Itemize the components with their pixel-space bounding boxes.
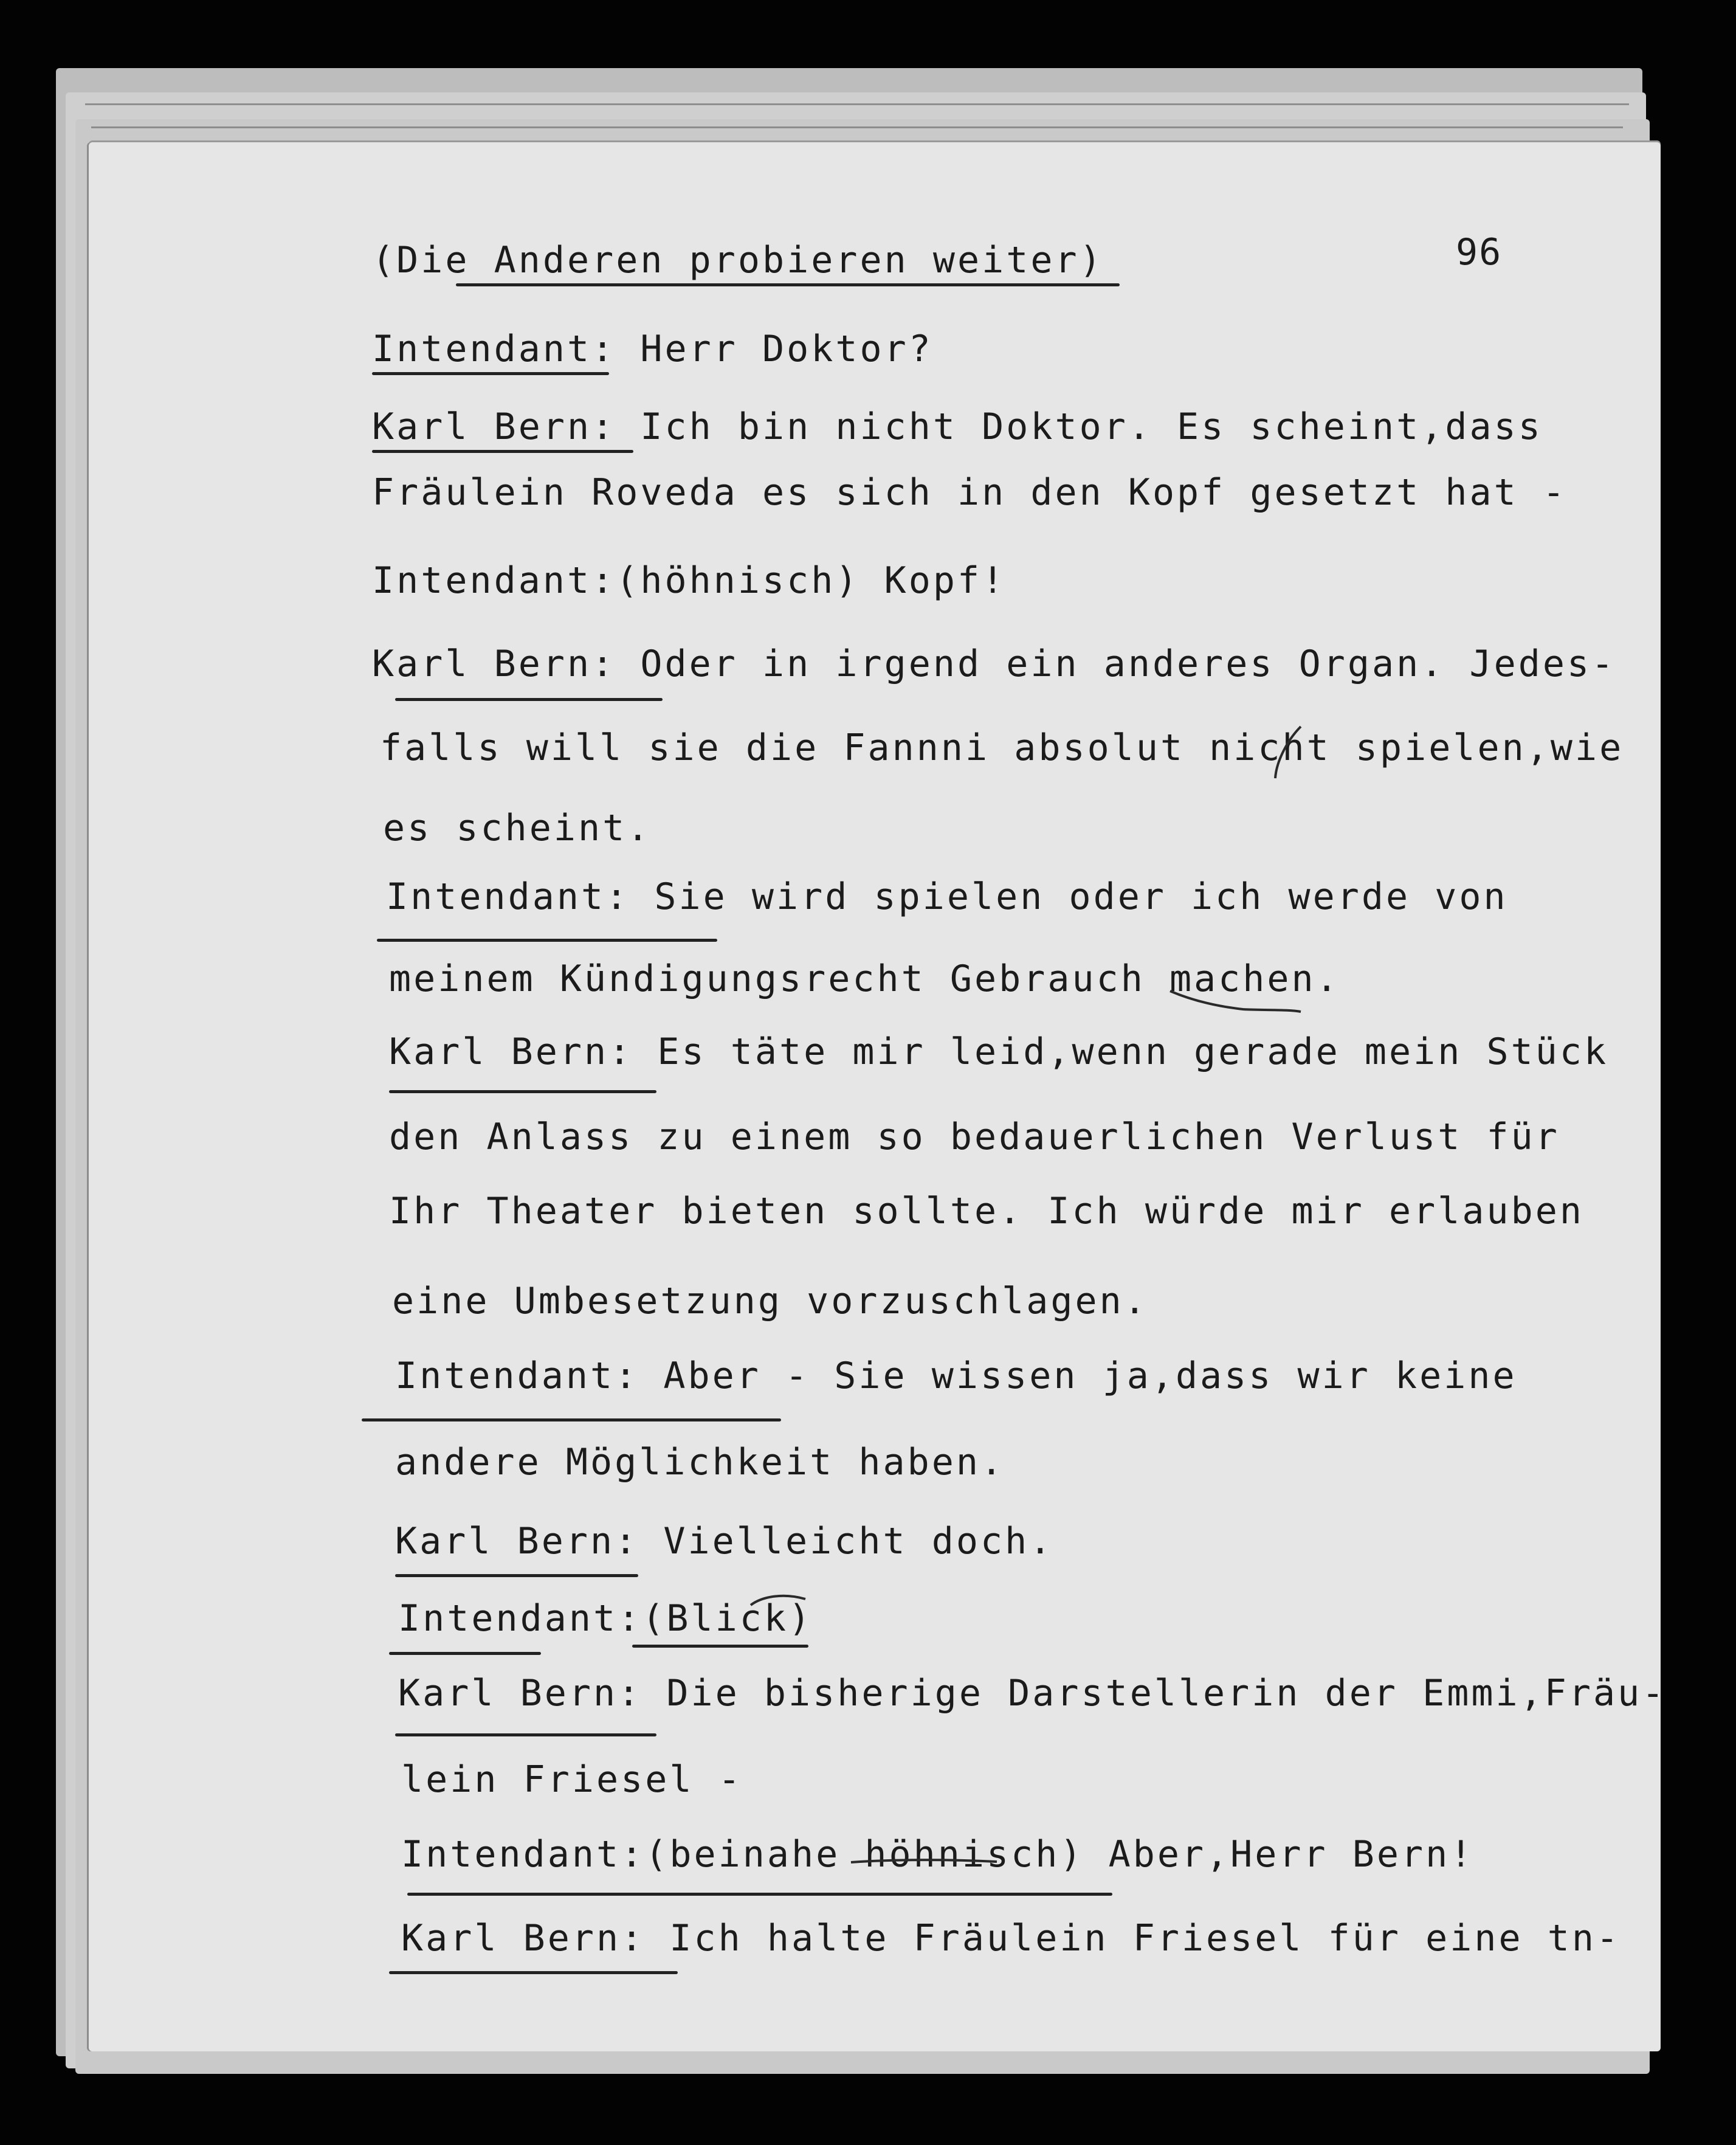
- sheet-edge: [85, 103, 1629, 105]
- text-line: Intendant:(höhnisch) Kopf!: [372, 559, 1007, 602]
- text-line: Intendant: Aber - Sie wissen ja,dass wir keine: [395, 1355, 1517, 1397]
- pencil-underline: [395, 698, 663, 701]
- pencil-underline: [389, 1652, 541, 1655]
- text-line: Ihr Theater bieten sollte. Ich würde mir erlauben: [389, 1190, 1585, 1232]
- text-line: Karl Bern: Ich halte Fräulein Friesel für eine tn-: [401, 1917, 1621, 1960]
- text-line: Karl Bern: Oder in irgend ein anderes Organ. Jedes-: [372, 643, 1616, 685]
- text-line: Fräulein Roveda es sich in den Kopf gesetzt hat -: [372, 471, 1568, 514]
- pencil-underline: [395, 1574, 638, 1577]
- text-line: Intendant:(beinahe höhnisch) Aber,Herr Bern!: [401, 1833, 1475, 1876]
- text-line: eine Umbesetzung vorzuschlagen.: [392, 1280, 1148, 1322]
- pencil-underline: [372, 372, 609, 375]
- pencil-underline: [372, 450, 633, 453]
- text-line: Intendant:(Blick): [398, 1597, 813, 1640]
- pencil-underline: [362, 1418, 781, 1421]
- pencil-underline: [389, 1971, 678, 1974]
- pencil-underline: [389, 1090, 656, 1093]
- pencil-underline: [407, 1893, 1112, 1896]
- text-line: (Die Anderen probieren weiter): [372, 239, 1104, 282]
- page-number: 96: [1456, 231, 1503, 274]
- text-line: falls will sie die Fannni absolut nicht spielen,wie: [380, 727, 1624, 769]
- sheet-edge: [91, 126, 1623, 128]
- text-line: Karl Bern: Es täte mir leid,wenn gerade mein Stück: [389, 1031, 1609, 1073]
- text-line: es scheint.: [383, 807, 652, 849]
- text-line: Intendant: Herr Doktor?: [372, 328, 933, 370]
- text-line: Intendant: Sie wird spielen oder ich werde von: [386, 876, 1508, 918]
- pencil-underline: [632, 1645, 808, 1648]
- text-line: den Anlass zu einem so bedauerlichen Verlust für: [389, 1116, 1560, 1158]
- text-line: meinem Kündigungsrecht Gebrauch machen.: [389, 958, 1340, 1000]
- text-line: Karl Bern: Vielleicht doch.: [395, 1520, 1054, 1563]
- pencil-underline: [377, 939, 717, 942]
- pencil-underline: [456, 283, 1120, 286]
- text-line: lein Friesel -: [401, 1758, 743, 1801]
- text-line: Karl Bern: Die bisherige Darstellerin der Emmi,Fräu-: [398, 1672, 1667, 1715]
- text-line: andere Möglichkeit haben.: [395, 1441, 1005, 1484]
- text-line: Karl Bern: Ich bin nicht Doktor. Es scheint,dass: [372, 406, 1543, 448]
- pencil-underline: [395, 1733, 656, 1736]
